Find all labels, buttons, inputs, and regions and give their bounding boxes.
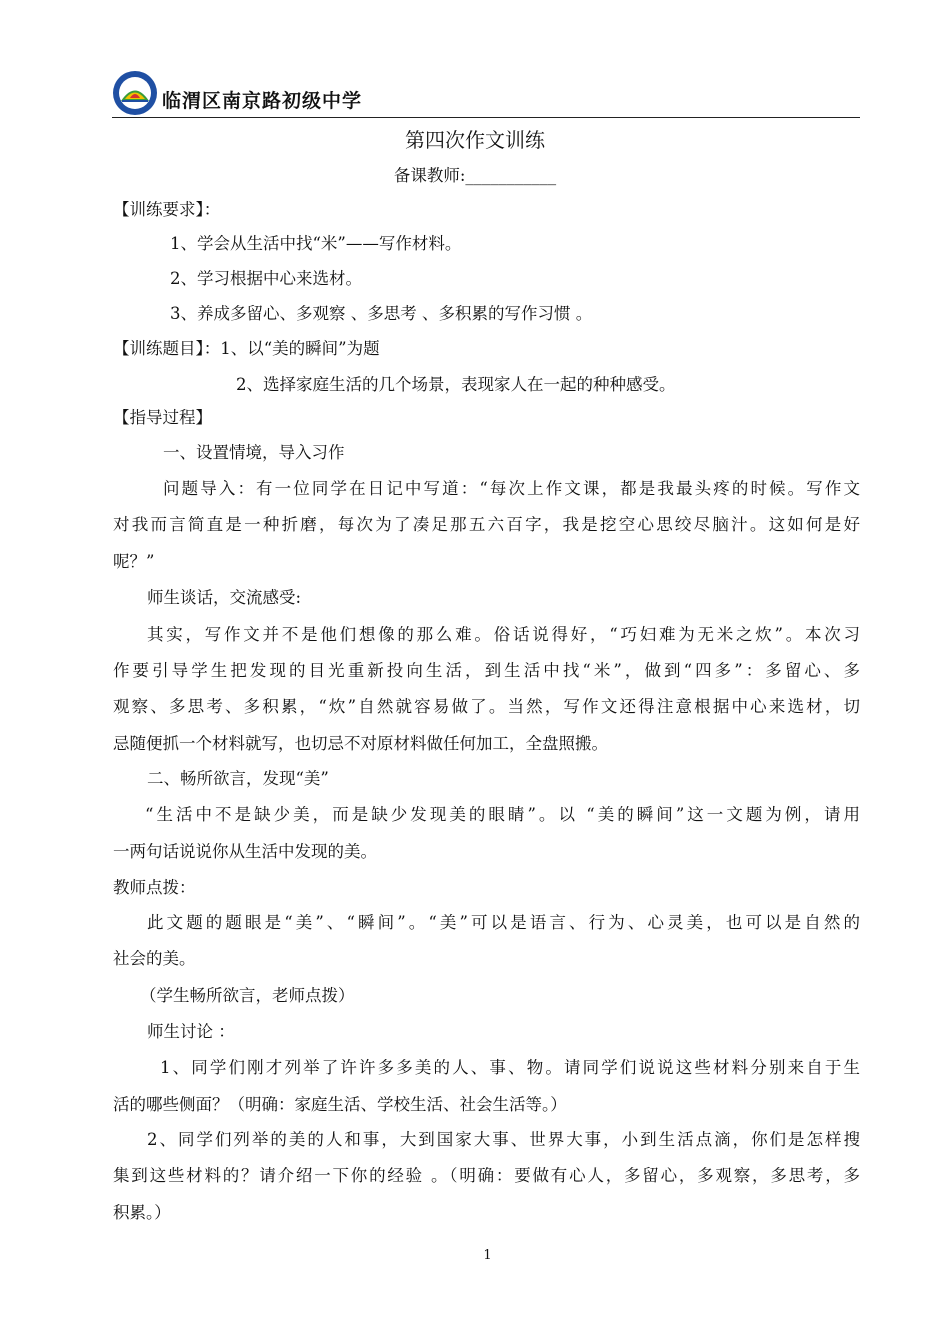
school-logo-icon [112,70,158,116]
requirement-3: 3、养成多留心、多观察 、多思考 、多积累的写作习惯 。 [170,304,593,323]
topic-1: 【训练题目】：1、以“美的瞬间”为题 [113,339,380,358]
section-2-heading: 二、畅所欲言，发现“美” [147,769,329,788]
para-1-line-2: 作要引导学生把发现的目光重新投向生活，到生活中找“米”，做到“四多”：多留心、多 [113,661,860,680]
discussion-1-line-1: 1、同学们刚才列举了许许多多美的人、事、物。请同学们说说这些材料分别来自于生 [160,1058,860,1077]
discussion-2-line-2: 集到这些材料的？请介绍一下你的经验 。（明确：要做有心人，多留心，多观察，多思考，多 [113,1166,860,1185]
requirement-1: 1、学会从生活中找“米”——写作材料。 [170,234,462,253]
para-1-line-1: 其实，写作文并不是他们想像的那么难。俗话说得好，“巧妇难为无米之炊”。本次习 [147,625,860,644]
page-title: 第四次作文训练 [405,128,545,152]
para-1-line-4: 忌随便抓一个材料就写，也切忌不对原材料做任何加工，全盘照搬。 [113,734,608,753]
para-3-line-2: 社会的美。 [113,949,196,968]
talk-line: 师生谈话，交流感受: [147,588,302,607]
question-line-3: 呢？” [113,552,155,571]
requirements-heading: 【训练要求】： [113,200,221,219]
guide-heading: 【指导过程】 [113,408,212,427]
teacher-line: 备课教师:___________ [393,166,557,185]
section-1-heading: 一、设置情境，导入习作 [163,443,345,462]
header-rule [112,117,860,118]
teacher-tip-label: 教师点拨： [113,878,196,897]
student-note: （学生畅所欲言，老师点拨） [140,986,355,1005]
para-2-line-1: “生活中不是缺少美，而是缺少发现美的眼睛”。以 “美的瞬间”这一文题为例，请用 [145,805,860,824]
page-header [112,70,860,118]
discussion-label: 师生讨论 ： [147,1022,235,1041]
page-number: 1 [483,1248,492,1263]
topic-2: 2、选择家庭生活的几个场景，表现家人在一起的种种感受。 [236,375,676,394]
discussion-1-line-2: 活的哪些侧面？（明确：家庭生活、学校生活、社会生活等。） [113,1095,567,1114]
para-2-line-2: 一两句话说说你从生活中发现的美。 [113,842,377,861]
question-line-1: 问题导入：有一位同学在日记中写道：“每次上作文课，都是我最头疼的时候。写作文 [163,479,860,498]
question-line-2: 对我而言简直是一种折磨，每次为了凑足那五六百字，我是挖空心思绞尽脑汁。这如何是好 [113,515,860,534]
requirement-2: 2、学习根据中心来选材。 [170,269,362,288]
para-1-line-3: 观察、多思考、多积累，“炊”自然就容易做了。当然，写作文还得注意根据中心来选材，切 [113,697,860,716]
para-3-line-1: 此文题的题眼是“美”、“瞬间”。“美”可以是语言、行为、心灵美，也可以是自然的 [147,913,860,932]
school-name: 临渭区南京路初级中学 [162,90,363,112]
discussion-2-line-3: 积累。） [113,1203,171,1222]
discussion-2-line-1: 2、同学们列举的美的人和事，大到国家大事、世界大事，小到生活点滴，你们是怎样搜 [147,1130,860,1149]
